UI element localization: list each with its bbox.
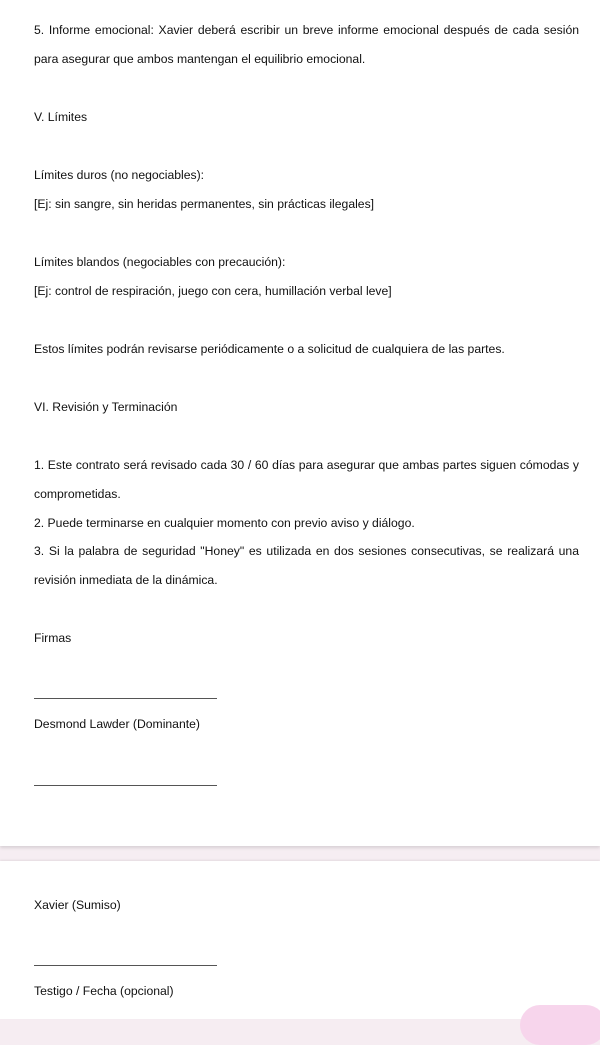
limits-review-note: Estos límites podrán revisarse periódicamente o a solicitud de cualquiera de las partes. [34,342,505,356]
floating-action-button[interactable] [520,1005,600,1045]
witness-date-label: Testigo / Fecha (opcional) [34,984,174,998]
clause-5-line-2: para asegurar que ambos mantengan el equilibrio emocional. [34,52,366,66]
review-item-3-line-2: revisión inmediata de la dinámica. [34,573,218,587]
review-item-1-line-1: 1. Este contrato será revisado cada 30 / 60 días para asegurar que ambas partes siguen cómodas y [34,458,579,472]
signatures-title: Firmas [34,631,72,645]
section-heading-limits: V. Límites [34,110,88,124]
review-item-1-line-2: comprometidas. [34,487,121,501]
review-item-2: 2. Puede terminarse en cualquier momento con previo aviso y diálogo. [34,516,415,530]
clause-5-line-1: 5. Informe emocional: Xavier deberá escribir un breve informe emocional después de cada sesión [34,23,579,37]
soft-limits-title: Límites blandos (negociables con precaución): [34,255,286,269]
soft-limits-example: [Ej: control de respiración, juego con cera, humillación verbal leve] [34,284,392,298]
signature-line-dominant [34,698,217,699]
section-heading-review: VI. Revisión y Terminación [34,400,178,414]
signature-line-submissive [34,785,217,786]
hard-limits-example: [Ej: sin sangre, sin heridas permanentes, sin prácticas ilegales] [34,197,375,211]
hard-limits-title: Límites duros (no negociables): [34,168,205,182]
signature-line-witness [34,965,217,966]
signer-submissive: Xavier (Sumiso) [34,898,121,912]
signer-dominant: Desmond Lawder (Dominante) [34,717,200,731]
review-item-3-line-1: 3. Si la palabra de seguridad "Honey" es utilizada en dos sesiones consecutivas, se realizará una [34,544,579,558]
document-page-2 [0,861,600,1019]
